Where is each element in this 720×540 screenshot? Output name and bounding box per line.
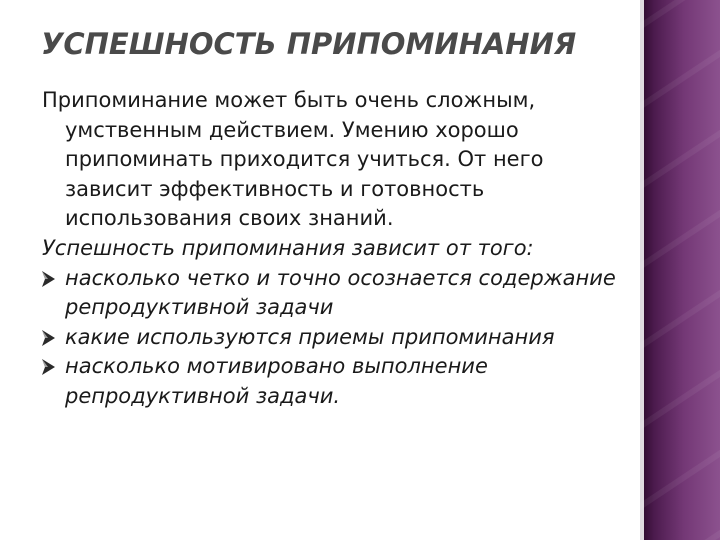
arrowhead-check-icon <box>42 330 55 346</box>
slide-body <box>42 86 617 412</box>
arrowhead-check-icon <box>42 359 55 375</box>
bullet-item <box>42 323 617 353</box>
bullet-text: насколько мотивировано выполнение репродуктивной задачи. <box>65 354 488 408</box>
bullet-item <box>42 264 617 323</box>
slide-title: УСПЕШНОСТЬ ПРИПОМИНАНИЯ <box>41 27 577 61</box>
bullet-text: какие используются приемы припоминания <box>65 324 555 349</box>
bullet-text: насколько четко и точно осознается содержание репродуктивной задачи <box>65 265 616 320</box>
body-paragraph-2: Успешность припоминания зависит от того: <box>42 235 534 260</box>
sidebar-pattern <box>640 0 720 540</box>
arrowhead-check-icon <box>42 271 55 287</box>
sidebar-edge <box>640 0 644 540</box>
bullet-item <box>42 352 617 411</box>
decorative-sidebar <box>640 0 720 540</box>
body-paragraph-1: Припоминание может быть очень сложным, умственным действием. Умению хорошо припоминать приходится учиться. От него зависит эффективность и готовность использования своих знаний. <box>42 88 544 231</box>
